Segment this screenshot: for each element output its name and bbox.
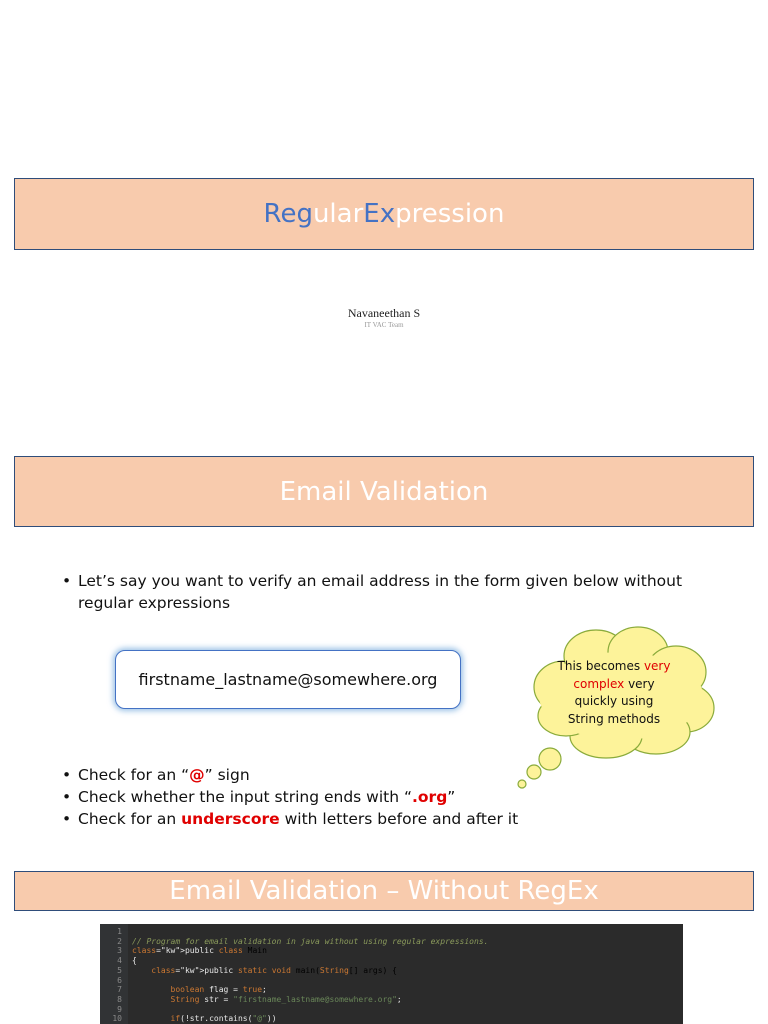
cloud-text-part: This becomes (557, 659, 644, 673)
cloud-text-red: very (643, 659, 671, 673)
code-line: 8 String str = "firstname_lastname@somewhere.org"; (117, 994, 402, 1004)
code-line: 4 { (117, 956, 137, 966)
title-part-reg: Reg (263, 199, 313, 229)
email-validation-banner: Email Validation (14, 456, 754, 527)
intro-bullet-list (62, 570, 712, 614)
title-part-pression: pression (395, 199, 505, 229)
title-part-ex: Ex (363, 199, 396, 229)
check-item: • Check whether the input string ends with “.org” (62, 786, 712, 808)
code-line: 10 if(!str.contains("@")) (112, 1014, 277, 1024)
code-line: 5 class="kw">public static void main(String[] args) { (117, 965, 397, 975)
code-line: 6 (117, 975, 122, 985)
intro-bullet: • Let’s say you want to verify an email address in the form given below without regular expressions (62, 570, 712, 614)
author-name: Navaneethan S (347, 306, 421, 320)
code-line: 3 class="kw">public class Main (117, 946, 267, 956)
email-example-text: firstname_lastname@somewhere.org (138, 670, 438, 689)
check-item: • Check for an “@” sign (62, 764, 712, 786)
code-line: 1 (117, 927, 122, 936)
code-line: 7 boolean flag = true; (117, 985, 267, 995)
code-line: 2 // Program for email validation in java without using regular expressions. (117, 936, 489, 946)
thought-cloud-text (552, 658, 676, 728)
email-example-box (115, 650, 461, 709)
check-item: • Check for an underscore with letters before and after it (62, 808, 712, 830)
cloud-text-part: String methods (567, 711, 661, 726)
cloud-text-part: very (624, 676, 655, 691)
title-part-ular: ular (312, 199, 364, 229)
code-editor (100, 924, 683, 1024)
cloud-text-part: quickly using (574, 694, 654, 708)
checks-bullet-list (62, 764, 712, 830)
slide-title-banner (14, 178, 754, 250)
cloud-text-red: complex (573, 676, 625, 691)
code-line: 9 (117, 1004, 122, 1014)
without-regex-banner: Email Validation – Without RegEx (14, 871, 754, 911)
team-name: IT VAC Team (364, 321, 404, 329)
